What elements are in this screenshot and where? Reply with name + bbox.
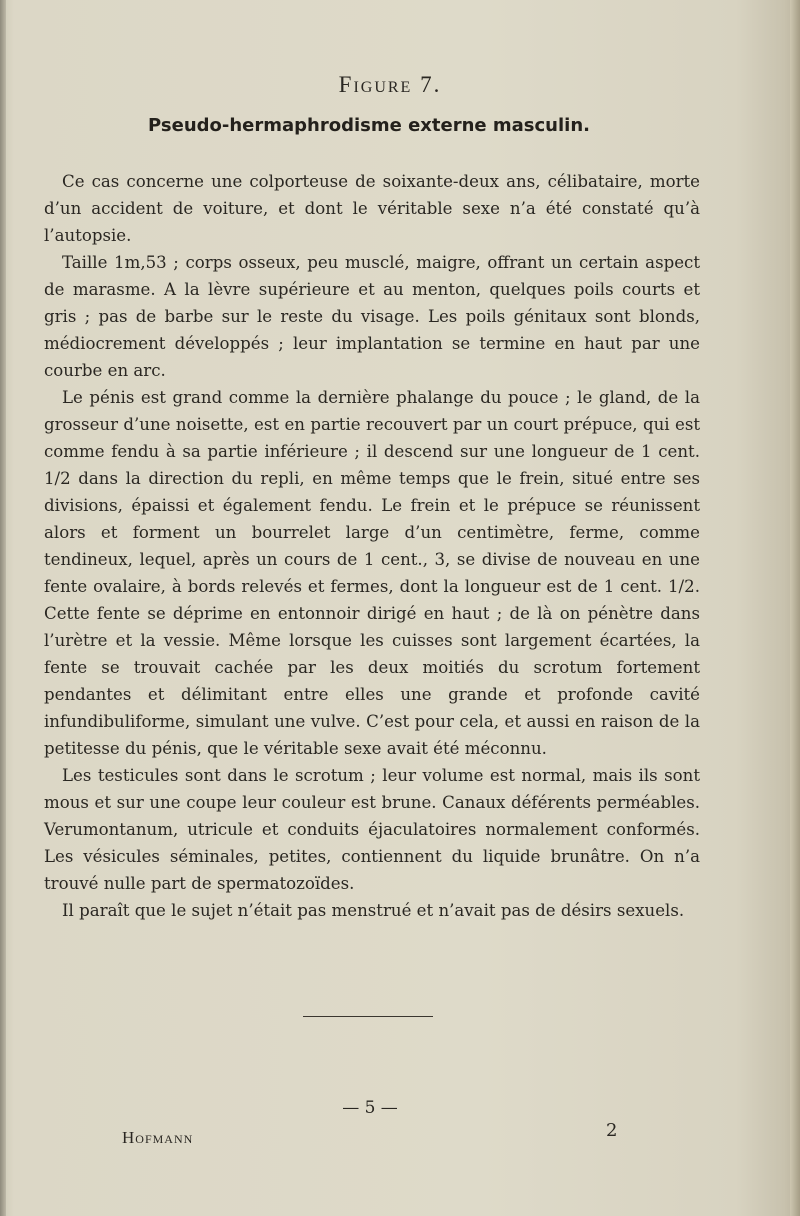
paragraph: Il paraît que le sujet n’était pas menstrué et n’avait pas de désirs sexuels. (62, 901, 685, 920)
section-divider (303, 1016, 433, 1017)
page-right-edge (790, 0, 800, 1216)
figure-title: Figure 7. (338, 72, 442, 97)
page-number: — 5 — (342, 1098, 398, 1118)
author-name: Hofmann (122, 1128, 194, 1147)
signature-mark: 2 (606, 1120, 618, 1141)
paragraph: Taille 1m,53 ; corps osseux, peu musclé, maigre, offrant un certain aspect de marasme. A la lèvre supérieure et au menton, quelques poils courts et gris ; pas de barbe sur le reste du visage. Les poils génitaux sont blonds, médiocrement développés ; leur implantation se termine en haut par une courbe en arc. (44, 253, 700, 380)
paragraph: Ce cas concerne une colporteuse de soixante-deux ans, célibataire, morte d’un accident de voiture, et dont le véritable sexe n’a été constaté qu’à l’autopsie. (44, 172, 700, 245)
section-heading: Pseudo-hermaphrodisme externe masculin. (148, 115, 590, 136)
paragraph: Les testicules sont dans le scrotum ; leur volume est normal, mais ils sont mous et sur une coupe leur couleur est brune. Canaux déférents perméables. Verumontanum, utricule et conduits éjaculatoires normalement conformés. Les vésicules séminales, petites, contiennent du liquide brunâtre. On n’a trouvé nulle part de spermatozoïdes. (44, 766, 700, 893)
paragraph: Le pénis est grand comme la dernière phalange du pouce ; le gland, de la grosseur d’une noisette, est en partie recouvert par un court prépuce, qui est comme fendu à sa partie inférieure ; il descend sur une longueur de 1 cent. 1/2 dans la direction du repli, en même temps que le frein, situé entre ses divisions, épaissi et également fendu. Le frein et le prépuce se réunissent alors et forment un bourrelet large d’un centimètre, ferme, comme tendineux, lequel, après un cours de 1 cent., 3, se divise de nouveau en une fente ovalaire, à bords relevés et fermes, dont la longueur est de 1 cent. 1/2. Cette fente se déprime en entonnoir dirigé en haut ; de là on pénètre dans l’urètre et la vessie. Même lorsque les cuisses sont largement écartées, la fente se trouvait cachée par les deux moitiés du scrotum fortement pendantes et délimitant entre elles une grande et profonde cavité infundibuliforme, simulant une vulve. C’est pour cela, et aussi en raison de la petitesse du pénis, que le véritable sexe avait été méconnu. (44, 388, 700, 758)
page-left-edge (0, 0, 6, 1216)
body-text (44, 168, 700, 924)
